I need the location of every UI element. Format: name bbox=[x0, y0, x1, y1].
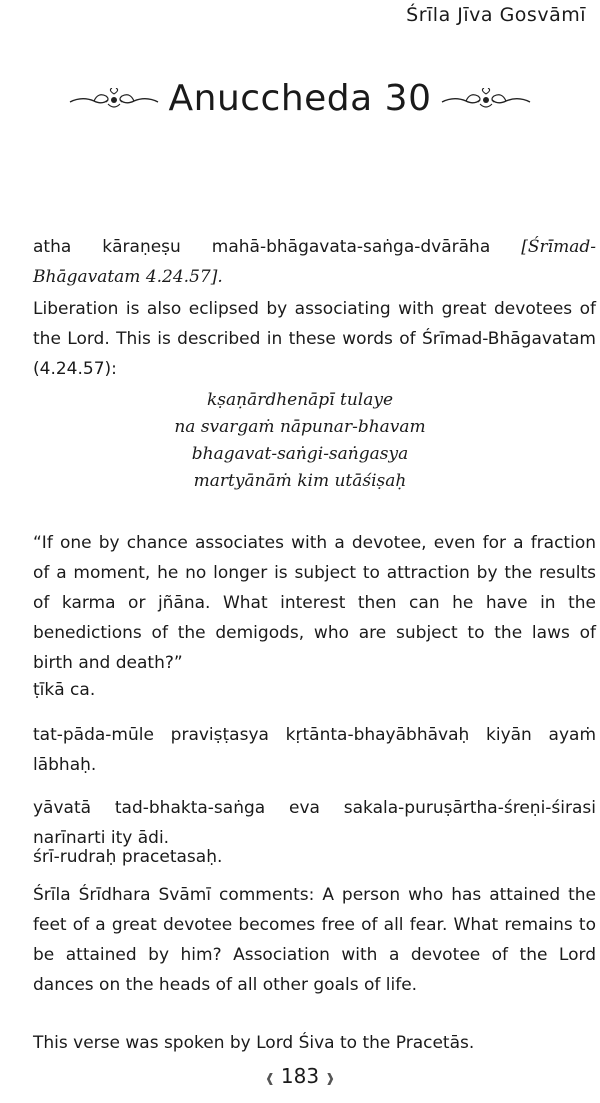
translation-intro-paragraph: Liberation is also eclipsed by associating with great devotees of the Lord. This is described in these words of Śrīmad-Bhāgavatam (4.24.57): bbox=[33, 299, 596, 379]
speaker-translation: This verse was spoken by Lord Śiva to the Pracetās. bbox=[33, 1033, 475, 1053]
chapter-heading bbox=[0, 78, 600, 128]
page-number: 183 bbox=[280, 1064, 320, 1088]
verse-line-3: bhagavat-saṅgi-saṅgasya bbox=[191, 444, 409, 464]
folio-ornament-left-icon: ❰ bbox=[264, 1070, 275, 1085]
verse-line-2: na svargaṁ nāpunar-bhavam bbox=[174, 417, 426, 437]
speaker-line: śrī-rudraḥ pracetasaḥ. bbox=[33, 847, 223, 867]
sanskrit-intro-text: atha kāraṇeṣu mahā-bhāgavata-saṅga-dvārāha bbox=[33, 237, 491, 257]
running-head: Śrīla Jīva Gosvāmī bbox=[406, 4, 586, 26]
folio-ornament-right-icon: ❱ bbox=[325, 1070, 336, 1085]
scripture-reference: [Śrīmad-Bhāgavatam 4.24.57]. bbox=[33, 237, 596, 287]
verse-line-4: martyānāṁ kim utāśiṣaḥ bbox=[193, 471, 407, 491]
page-footer bbox=[0, 1064, 600, 1088]
floral-scroll-ornament-icon bbox=[440, 88, 532, 112]
commentary-translation-paragraph: Śrīla Śrīdhara Svāmī comments: A person who has attained the feet of a great devotee becomes free of all fear. What remains to be attained by him? Association with a devotee of the Lord dances on the heads of all other goals of life. bbox=[33, 885, 596, 995]
commentary-sanskrit-2: yāvatā tad-bhakta-saṅga eva sakala-puruṣārtha-śreṇi-śirasi narīnarti ity ādi. bbox=[33, 798, 596, 848]
verse-translation-paragraph: “If one by chance associates with a devotee, even for a fraction of a moment, he no longer is subject to attraction by the results of karma or jñāna. What interest then can he have in the benedictions of the demigods, who are subject to the laws of birth and death?” bbox=[33, 533, 596, 673]
chapter-title: Anuccheda 30 bbox=[168, 78, 432, 119]
commentary-sanskrit-1: tat-pāda-mūle praviṣṭasya kṛtānta-bhayābhāvaḥ kiyān ayaṁ lābhaḥ. bbox=[33, 725, 596, 775]
sanskrit-intro-paragraph bbox=[33, 232, 596, 292]
tika-heading: ṭīkā ca. bbox=[33, 680, 96, 700]
verse-line-1: kṣaṇārdhenāpī tulaye bbox=[206, 390, 394, 410]
